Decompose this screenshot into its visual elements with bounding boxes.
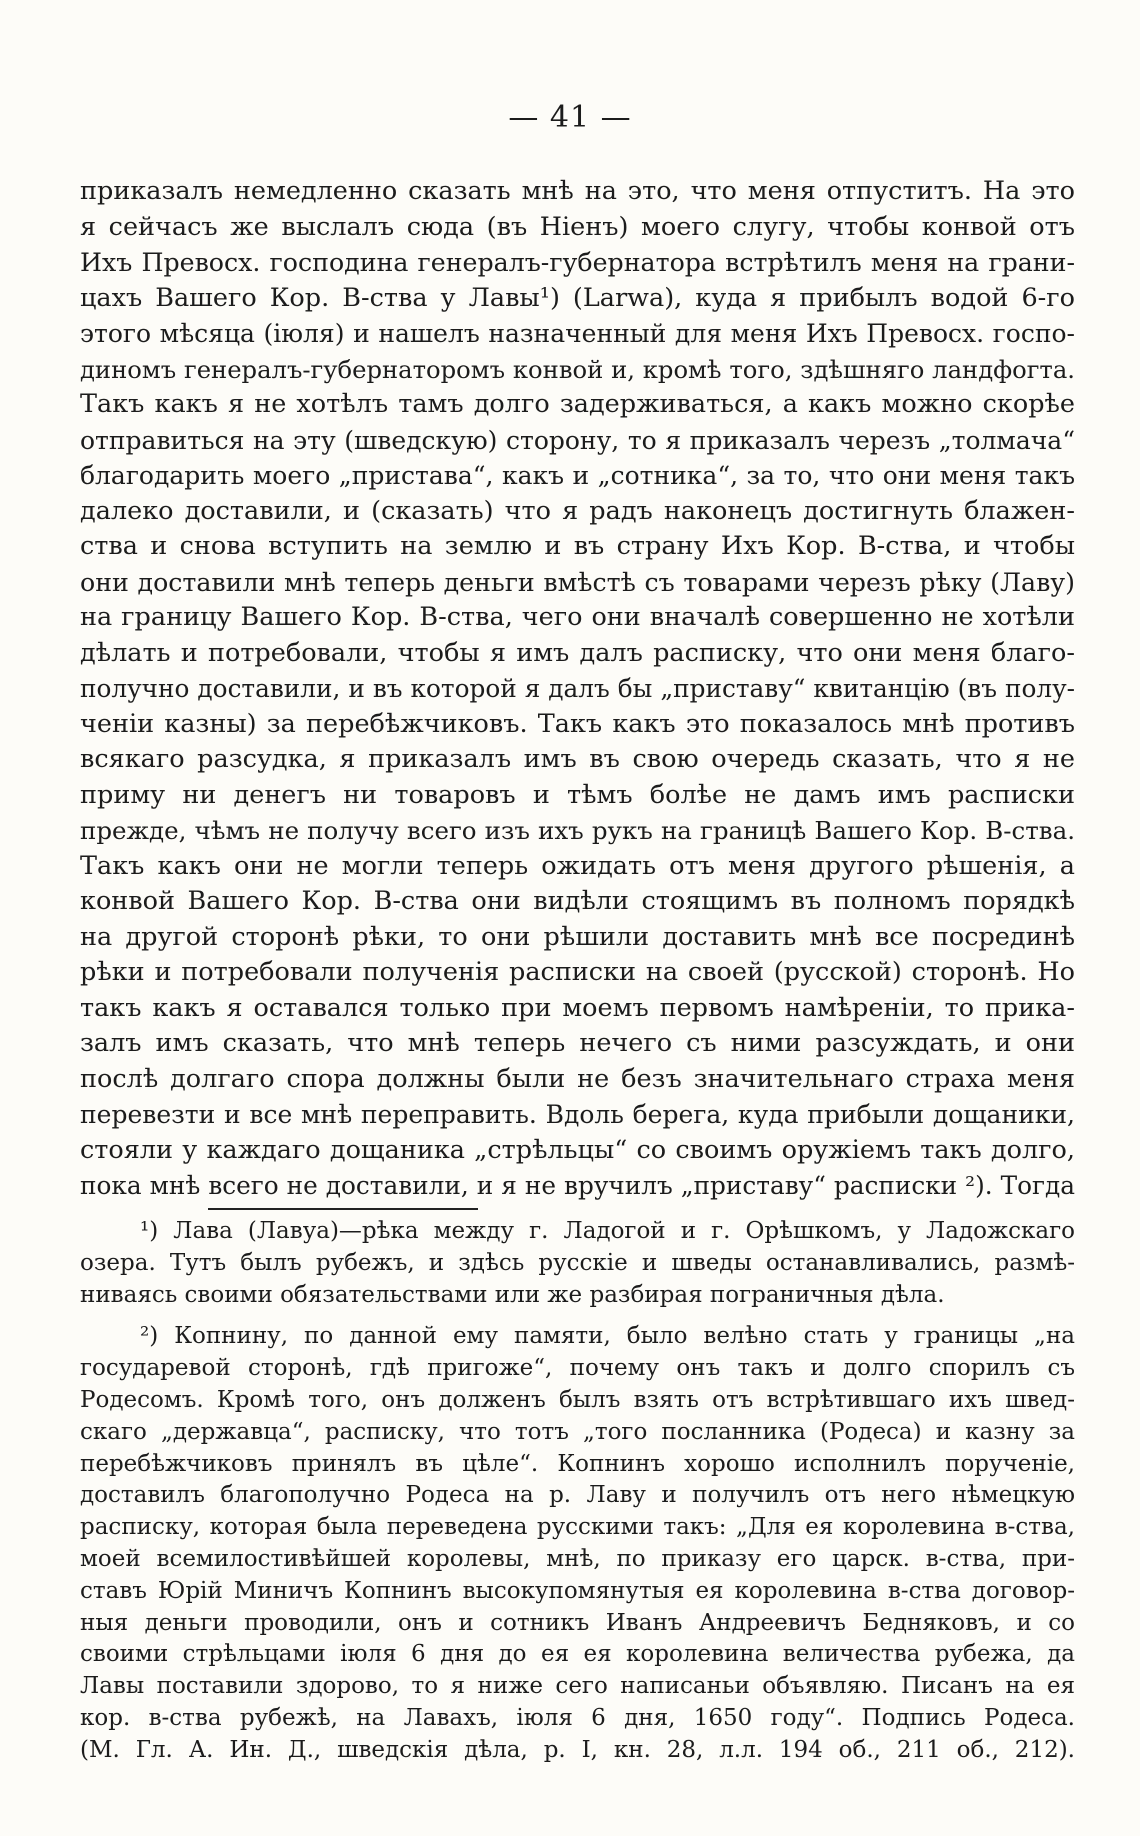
footnote-2-line: Родесомъ. Кромѣ того, онъ долженъ былъ взять отъ встрѣтившаго ихъ швед-: [80, 1386, 1075, 1413]
main-text: [80, 174, 1075, 1204]
footnote-gap: [80, 1311, 1075, 1321]
text-line: прежде, чѣмъ не получу всего изъ ихъ рукъ на границѣ Вашего Кор. В-ства.: [80, 816, 1075, 845]
text-line: всякаго разсудка, я приказалъ имъ въ свою очередь сказать, что я не: [80, 744, 1075, 774]
footnote-2-line: ставъ Юрій Миничъ Копнинъ высокупомянутыя ея королевина в-ства договор-: [80, 1577, 1075, 1604]
text-line: Такъ какъ они не могли теперь ожидать отъ меня другого рѣшенія, а: [80, 850, 1075, 881]
text-line: ства и снова вступить на землю и въ страну Ихъ Кор. В-ства, и чтобы: [80, 531, 1075, 561]
text-line: этого мѣсяца (іюля) и нашелъ назначенный для меня Ихъ Превосх. госпо-: [80, 319, 1075, 348]
text-line: цахъ Вашего Кор. В-ства у Лавы¹) (Larwa), куда я прибылъ водой 6-го: [80, 282, 1075, 313]
text-line: пока мнѣ всего не доставили, и я не вручилъ „приставу“ расписки ²). Тогда: [80, 1171, 1075, 1200]
text-line: Такъ какъ я не хотѣлъ тамъ долго задерживаться, а какъ можно скорѣе: [80, 389, 1075, 419]
footnote-2-line: доставилъ благополучно Родеса на р. Лаву и получилъ отъ него нѣмецкую: [80, 1482, 1075, 1509]
text-line: стояли у каждаго дощаника „стрѣльцы“ со своимъ оружіемъ такъ долго,: [80, 1134, 1075, 1165]
text-line: конвой Вашего Кор. В-ства они видѣли стоящимъ въ полномъ порядкѣ: [80, 886, 1075, 916]
text-line: дѣлать и потребовали, чтобы я имъ далъ расписку, что они меня благо-: [80, 637, 1075, 668]
footnote-2-line: ²) Копнину, по данной ему памяти, было велѣно стать у границы „на: [140, 1323, 1075, 1350]
text-line: приказалъ немедленно сказать мнѣ на это, что меня отпуститъ. На это: [80, 176, 1075, 206]
footnote-2-line: Лавы поставили здорово, то я ниже сего написаньи объявляю. Писанъ на ея: [80, 1673, 1075, 1700]
page-number: — 41 —: [508, 100, 632, 135]
text-line: рѣки и потребовали полученія расписки на своей (русской) сторонѣ. Но: [80, 957, 1075, 987]
text-line: благодарить моего „пристава“, какъ и „сотника“, за то, что они меня такъ: [80, 461, 1075, 490]
text-line: залъ имъ сказать, что мнѣ теперь нечего съ ними разсуждать, и они: [80, 1028, 1075, 1058]
footnote-2-line: перебѣжчиковъ принялъ въ цѣле“. Копнинъ хорошо исполнилъ порученіе,: [80, 1450, 1075, 1477]
footnote-1-line: ¹) Лава (Лавуа)—рѣка между г. Ладогой и г. Орѣшкомъ, у Ладожскаго: [140, 1218, 1075, 1244]
footnote-divider: [208, 1208, 478, 1210]
footnote-2-line: скаго „державца“, расписку, что тотъ „того посланника (Родеса) и казну за: [80, 1418, 1075, 1445]
footnote-2-line: кор. в-ства рубежѣ, на Лавахъ, іюля 6 дня, 1650 году“. Подпись Родеса.: [80, 1704, 1075, 1731]
footnotes: [80, 1216, 1075, 1767]
footnote-2-line: ныя деньги проводили, онъ и сотникъ Иванъ Андреевичъ Бедняковъ, и со: [80, 1609, 1075, 1636]
footnote-2-line: (М. Гл. А. Ин. Д., шведскія дѣла, р. I, кн. 28, л.л. 194 об., 211 об., 212).: [80, 1736, 1075, 1763]
text-line: они доставили мнѣ теперь деньги вмѣстѣ съ товарами черезъ рѣку (Лаву): [80, 567, 1075, 597]
text-line: получно доставили, и въ которой я далъ бы „приставу“ квитанцію (въ полу-: [80, 674, 1075, 703]
text-line: Ихъ Превосх. господина генералъ-губернатора встрѣтилъ меня на грани-: [80, 248, 1075, 277]
footnote-2-line: моей всемилостивѣйшей королевы, мнѣ, по приказу его царск. в-ства, при-: [80, 1545, 1075, 1572]
text-line: послѣ долгаго спора должны были не безъ значительнаго страха меня: [80, 1063, 1075, 1094]
text-line: такъ какъ я оставался только при моемъ первомъ намѣреніи, то прика-: [80, 992, 1075, 1023]
footnote-2-line: государевой сторонѣ, гдѣ пригоже“, почему онъ такъ и долго спорилъ съ: [80, 1355, 1075, 1382]
text-line: далеко доставили, и (сказать) что я радъ наконецъ достигнуть блажен-: [80, 495, 1075, 526]
text-line: диномъ генералъ-губернаторомъ конвой и, кромѣ того, здѣшняго ландфогта.: [80, 354, 1075, 384]
text-line: приму ни денегъ ни товаровъ и тѣмъ болѣе не дамъ имъ расписки: [80, 779, 1075, 810]
footnote-2-line: своими стрѣльцами іюля 6 дня до ея ея королевина величества рубежа, да: [80, 1641, 1075, 1668]
text-line: я сейчасъ же выслалъ сюда (въ Ніенъ) моего слугу, чтобы конвой отъ: [80, 211, 1075, 242]
footnote-2-line: расписку, которая была переведена русскими такъ: „Для ея королевина в-ства,: [80, 1514, 1075, 1541]
text-line: перевезти и все мнѣ переправить. Вдоль берега, куда прибыли дощаники,: [80, 1100, 1075, 1129]
text-line: отправиться на эту (шведскую) сторону, то я приказалъ черезъ „толмача“: [80, 425, 1075, 455]
text-line: на границу Вашего Кор. В-ства, чего они вначалѣ совершенно не хотѣли: [80, 602, 1075, 632]
text-line: ченіи казны) за перебѣжчиковъ. Такъ какъ это показалось мнѣ противъ: [80, 708, 1075, 739]
footnote-1-line: озера. Тутъ былъ рубежъ, и здѣсь русскіе и шведы останавливались, размѣ-: [80, 1249, 1075, 1276]
footnote-1-line: ниваясь своими обязательствами или же разбирая пограничныя дѣла.: [80, 1281, 945, 1308]
text-line: на другой сторонѣ рѣки, то они рѣшили доставить мнѣ все посрединѣ: [80, 921, 1075, 952]
